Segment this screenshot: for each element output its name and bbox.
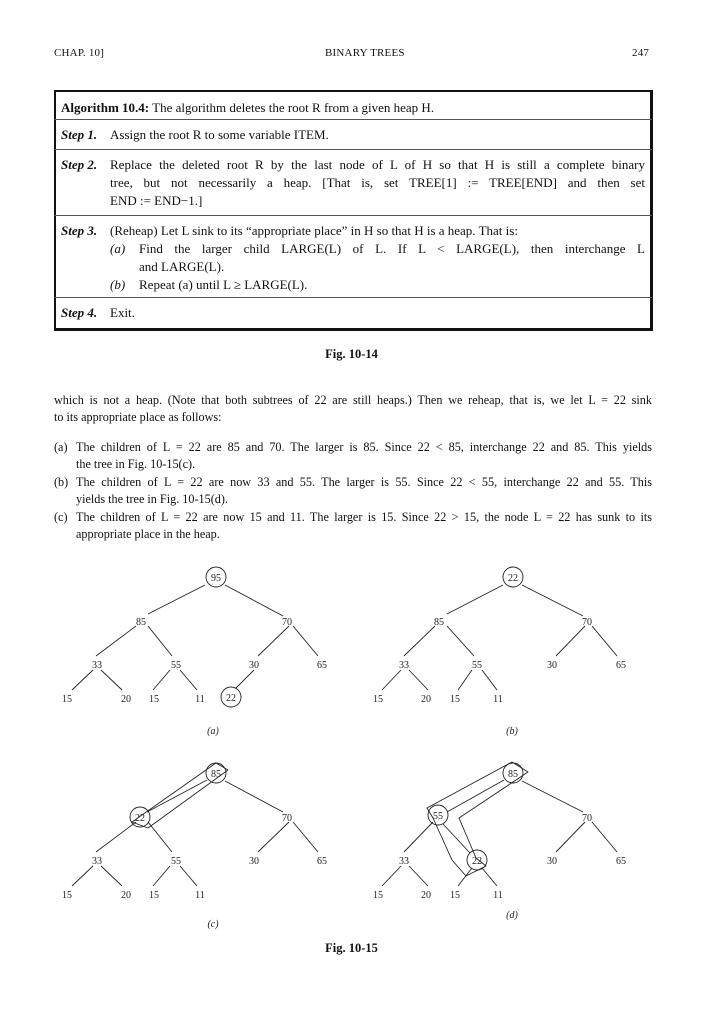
tree-b-node: 15: [373, 694, 383, 705]
tree-a-node: 15: [62, 694, 72, 705]
step3-b-label: (b): [110, 277, 126, 292]
tree-a-node: 20: [121, 694, 131, 705]
step3-a-line: Find the larger child LARGE(L) of L. If L < LARGE(L), then interchange L: [139, 241, 645, 256]
tree-b-node: 85: [434, 617, 444, 628]
step2-line: END := END−1.]: [110, 193, 203, 208]
list-item-line: appropriate place in the heap.: [76, 527, 220, 541]
list-item-label: (a): [54, 440, 68, 454]
tree-d-node: 85: [508, 769, 518, 780]
running-header-title: BINARY TREES: [325, 47, 405, 59]
figure-caption-10-15: Fig. 10-15: [325, 941, 378, 955]
tree-a-node: 95: [211, 573, 221, 584]
step4-label: Step 4.: [61, 305, 98, 320]
tree-a-node: 30: [249, 660, 259, 671]
tree-d-node: 15: [373, 890, 383, 901]
list-item-line: The children of L = 22 are now 15 and 11. The larger is 15. Since 22 > 15, the node L = 22 has sunk to its: [76, 510, 652, 524]
step1-label: Step 1.: [61, 127, 98, 142]
tree-d-node: 33: [399, 856, 409, 867]
step3-a-label: (a): [110, 241, 126, 256]
tree-c-edges: [72, 763, 318, 886]
tree-a-node: 22: [226, 693, 236, 704]
tree-c-node: 85: [211, 769, 221, 780]
step2-line: tree, but not necessarily a heap. [That is, set TREE[1] := TREE[END] and then set: [110, 175, 645, 190]
tree-b-edges: [382, 567, 617, 690]
step3-b-text: Repeat (a) until L ≥ LARGE(L).: [139, 277, 308, 292]
tree-a-node: 33: [92, 660, 102, 671]
intro-line: which is not a heap. (Note that both subtrees of 22 are still heaps.) Then we reheap, that is, we let L = 22 sink: [54, 393, 652, 407]
tree-d-node: 65: [616, 856, 626, 867]
tree-a-node: 85: [136, 617, 146, 628]
tree-a-node: 55: [171, 660, 181, 671]
intro-line: to its appropriate place as follows:: [54, 410, 222, 424]
tree-a-sublabel: (a): [207, 726, 219, 737]
tree-a-edges: [72, 567, 318, 707]
tree-b-node: 70: [582, 617, 592, 628]
step4-text: Exit.: [110, 305, 135, 320]
list-item-label: (b): [54, 475, 69, 489]
step3-a-line: and LARGE(L).: [139, 259, 225, 274]
page-number: 247: [632, 47, 650, 59]
tree-d-node: 15: [450, 890, 460, 901]
tree-c-node: 33: [92, 856, 102, 867]
tree-d-node: 22: [472, 856, 482, 867]
tree-d-node: 11: [493, 890, 503, 901]
tree-d-node: 30: [547, 856, 557, 867]
algorithm-title-label: Algorithm 10.4:: [61, 100, 150, 115]
tree-c-node: 15: [149, 890, 159, 901]
tree-a-node: 11: [195, 694, 205, 705]
tree-d-node: 20: [421, 890, 431, 901]
algorithm-title-text: The algorithm deletes the root R from a given heap H.: [152, 100, 435, 115]
tree-b-node: 30: [547, 660, 557, 671]
tree-d-node: 55: [433, 811, 443, 822]
running-header-chapter: CHAP. 10]: [54, 47, 105, 59]
list-item-line: the tree in Fig. 10-15(c).: [76, 457, 196, 471]
step1-text: Assign the root R to some variable ITEM.: [110, 127, 329, 142]
tree-c-sublabel: (c): [207, 919, 219, 930]
list-item-label: (c): [54, 510, 68, 524]
tree-c-node: 20: [121, 890, 131, 901]
tree-c-node: 15: [62, 890, 72, 901]
tree-b-sublabel: (b): [506, 726, 518, 737]
step3-label: Step 3.: [61, 223, 98, 238]
tree-b-node: 15: [450, 694, 460, 705]
tree-b-node: 20: [421, 694, 431, 705]
step2-line: Replace the deleted root R by the last node of L of H so that H is still a complete binary: [110, 157, 645, 172]
tree-d-sublabel: (d): [506, 910, 518, 921]
tree-c-node: 65: [317, 856, 327, 867]
list-item-line: The children of L = 22 are now 33 and 55. The larger is 55. Since 22 < 55, interchange 22 and 55. This: [76, 475, 652, 489]
tree-b-node: 65: [616, 660, 626, 671]
step2-label: Step 2.: [61, 157, 98, 172]
tree-c-node: 11: [195, 890, 205, 901]
tree-d-node: 70: [582, 813, 592, 824]
tree-b-node: 11: [493, 694, 503, 705]
tree-c-node: 55: [171, 856, 181, 867]
tree-c-node: 30: [249, 856, 259, 867]
tree-a-node: 70: [282, 617, 292, 628]
tree-c-node: 22: [135, 813, 145, 824]
figure-caption-10-14: Fig. 10-14: [325, 347, 378, 361]
tree-a-node: 15: [149, 694, 159, 705]
list-item-line: The children of L = 22 are 85 and 70. The larger is 85. Since 22 < 85, interchange 22 and 85. This yields: [76, 440, 652, 454]
tree-b-node: 33: [399, 660, 409, 671]
tree-b-node: 55: [472, 660, 482, 671]
tree-c-node: 70: [282, 813, 292, 824]
tree-b-node: 22: [508, 573, 518, 584]
tree-a-node: 65: [317, 660, 327, 671]
list-item-line: yields the tree in Fig. 10-15(d).: [76, 492, 228, 506]
step3-line: (Reheap) Let L sink to its “appropriate place” in H so that H is a heap. That is:: [110, 223, 518, 238]
tree-d-edges: [382, 762, 617, 886]
